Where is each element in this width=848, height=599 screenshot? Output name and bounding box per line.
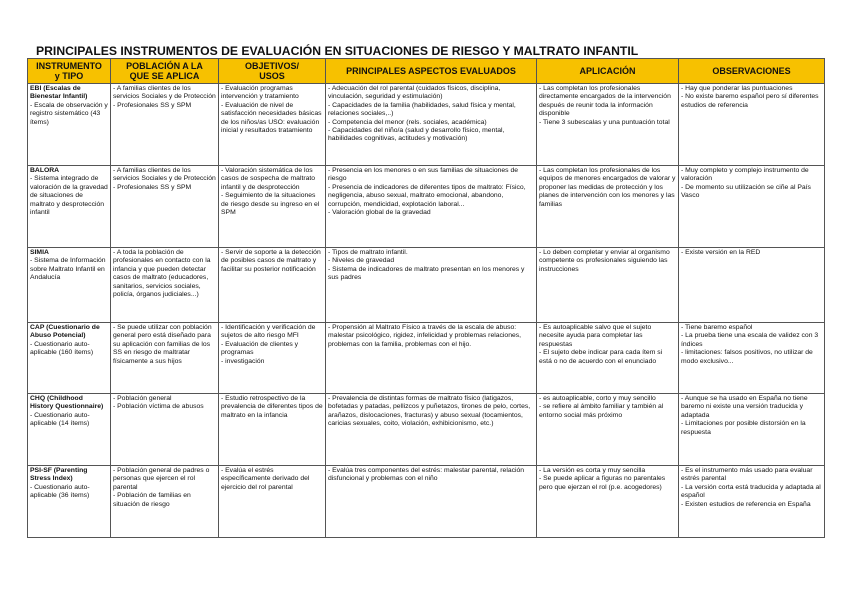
cell-aspectos bbox=[326, 394, 537, 466]
cell-aspectos bbox=[326, 84, 537, 166]
cell-objetivos bbox=[219, 394, 326, 466]
instrument-name: SIMIA bbox=[30, 249, 49, 256]
cell-aplicacion bbox=[537, 323, 679, 394]
aplicacion-text: - Las completan los profesionales directamente encargados de la intervención después de reunir toda la información disponible - Tiene 3 subescalas y una puntuación total bbox=[539, 85, 671, 126]
cell-aplicacion bbox=[537, 466, 679, 538]
objetivos-text: - Valoración sistemática de los casos de sospecha de maltrato infantil y de desprotección - Seguimiento de la situaciones de riesgo desde su ingreso en el SPM bbox=[221, 167, 320, 217]
table-row bbox=[28, 166, 825, 248]
aplicacion-text: - Es autoaplicable salvo que el sujeto necesite ayuda para completar las respuestas - El sujeto debe indicar para cada ítem si está o no de acuerdo con el enunciado bbox=[539, 324, 663, 365]
aspectos-text: - Propensión al Maltrato Físico a través de la escala de abuso: malestar psicológico, rigidez, infelicidad y problemas relaciones, problemas con la familia, problemas con el hijo. bbox=[328, 324, 522, 348]
cell-observaciones bbox=[679, 84, 825, 166]
objetivos-text: - Estudio retrospectivo de la prevalencia de diferentes tipos de maltrato en la infancia bbox=[221, 395, 323, 419]
observaciones-text: - Muy completo y complejo instrumento de valoración - De momento su utilización se ciñe al País Vasco bbox=[681, 167, 811, 200]
poblacion-text: - Se puede utilizar con población general pero está diseñado para su aplicación con familias de los SS en riesgo de maltratar físicamente a sus hijos bbox=[113, 324, 212, 365]
table-header-row bbox=[28, 59, 825, 84]
poblacion-text: - A familias clientes de los servicios Sociales y de Protección - Profesionales SS y SPM bbox=[113, 167, 216, 191]
observaciones-text: - Hay que ponderar las puntuaciones - No existe baremo español pero sí diferentes estudios de referencia bbox=[681, 85, 819, 109]
instrument-name: CAP (Cuestionario de Abuso Potencial) bbox=[30, 324, 100, 340]
observaciones-text: - Tiene baremo español - La prueba tiene una escala de validez con 3 índices - limitaciones: falsos positivos, no utilizar de modo exclusivo... bbox=[681, 324, 819, 365]
cell-poblacion bbox=[111, 394, 219, 466]
observaciones-text: - Es el instrumento más usado para evaluar estrés parental - La versión corta está traducida y adaptada al español - Existen estudios de referencia en España bbox=[681, 467, 821, 508]
objetivos-text: - Servir de soporte a la detección de posibles casos de maltrato y facilitar su posterior notificación bbox=[221, 249, 321, 273]
header-poblacion: POBLACIÓN A LA QUE SE APLICA bbox=[111, 59, 219, 84]
header-instrumento: INSTRUMENTO y TIPO bbox=[28, 59, 111, 84]
cell-instrumento bbox=[28, 323, 111, 394]
header-aplicacion: APLICACIÓN bbox=[537, 59, 679, 84]
instrument-name: CHQ (Childhood History Questionnaire) bbox=[30, 395, 104, 411]
instruments-table bbox=[27, 58, 825, 538]
instrument-type: - Cuestionario auto-aplicable (14 ítems) bbox=[30, 411, 90, 428]
poblacion-text: - A familias clientes de los servicios Sociales y de Protección - Profesionales SS y SPM bbox=[113, 85, 216, 109]
aplicacion-text: - Las completan los profesionales de los equipos de menores encargados de valorar y proponer las medidas de protección y los planes de intervención con los menores y las familias bbox=[539, 167, 676, 208]
cell-aspectos bbox=[326, 166, 537, 248]
cell-aplicacion bbox=[537, 248, 679, 323]
cell-objetivos bbox=[219, 248, 326, 323]
instrument-type: - Cuestionario auto-aplicable (160 ítems) bbox=[30, 340, 94, 357]
aplicacion-text: - La versión es corta y muy sencilla - Se puede aplicar a figuras no parentales pero que ejerzan el rol (p.e. acogedores) bbox=[539, 467, 666, 491]
cell-poblacion bbox=[111, 248, 219, 323]
cell-aspectos bbox=[326, 466, 537, 538]
cell-observaciones bbox=[679, 466, 825, 538]
aspectos-text: - Presencia en los menores o en sus familias de situaciones de riesgo - Presencia de indicadores de diferentes tipos de maltrato: Físico, negligencia, abuso sexual, maltrato emocional, abandono, corrupción, mendicidad, explotación laboral... - Valoración global de la gravedad bbox=[328, 167, 526, 217]
cell-poblacion bbox=[111, 466, 219, 538]
observaciones-text: - Aunque se ha usado en España no tiene baremo ni existe una versión traducida y adaptada - Limitaciones por posible distorsión en la respuesta bbox=[681, 395, 808, 436]
cell-instrumento bbox=[28, 394, 111, 466]
instrument-name: BALORA bbox=[30, 167, 60, 174]
table-row bbox=[28, 84, 825, 166]
instrument-name: EBI (Escalas de Bienestar Infantil) bbox=[30, 85, 88, 101]
observaciones-text: - Existe versión en la RED bbox=[681, 249, 761, 256]
aspectos-text: - Adecuación del rol parental (cuidados físicos, disciplina, vinculación, seguridad y estimulación) - Capacidades de la familia (habilidades, salud física y mental, relaciones sociales,..) - Competencia del menor (rels. sociales, académica) - Capacidades del niño/a (salud y desarrollo físico, mental, habilidades cognitivas, actitudes y motivación) bbox=[328, 85, 516, 143]
cell-observaciones bbox=[679, 166, 825, 248]
cell-aplicacion bbox=[537, 166, 679, 248]
cell-aspectos bbox=[326, 323, 537, 394]
instrument-type: - Sistema de Información sobre Maltrato Infantil en Andalucía bbox=[30, 257, 106, 282]
aspectos-text: - Evalúa tres componentes del estrés: malestar parental, relación disfuncional y problemas con el niño bbox=[328, 467, 525, 483]
poblacion-text: - Población general de padres o personas que ejercen el rol parental - Población de familias en situación de riesgo bbox=[113, 467, 210, 508]
cell-aplicacion bbox=[537, 394, 679, 466]
cell-objetivos bbox=[219, 323, 326, 394]
cell-objetivos bbox=[219, 166, 326, 248]
cell-objetivos bbox=[219, 466, 326, 538]
instrument-type: - Cuestionario auto-aplicable (36 ítems) bbox=[30, 483, 90, 500]
cell-poblacion bbox=[111, 166, 219, 248]
table-row bbox=[28, 466, 825, 538]
aplicacion-text: - es autoaplicable, corto y muy sencillo - se refiere al ámbito familiar y también al entorno social más próximo bbox=[539, 395, 664, 419]
cell-poblacion bbox=[111, 84, 219, 166]
table-row bbox=[28, 248, 825, 323]
cell-observaciones bbox=[679, 394, 825, 466]
aspectos-text: - Prevalencia de distintas formas de maltrato físico (latigazos, bofetadas y patadas, pellizcos y puñetazos, tirones de pelo, cortes, arañazos, dislocaciones, fracturas) y abuso sexual (tocamientos, caricias sexuales, coito, violación, exhibicionismo, etc.) bbox=[328, 395, 531, 428]
poblacion-text: - Población general - Población víctima de abusos bbox=[113, 395, 204, 411]
cell-objetivos bbox=[219, 84, 326, 166]
table-row bbox=[28, 323, 825, 394]
cell-observaciones bbox=[679, 323, 825, 394]
header-observaciones: OBSERVACIONES bbox=[679, 59, 825, 84]
cell-aplicacion bbox=[537, 84, 679, 166]
cell-observaciones bbox=[679, 248, 825, 323]
poblacion-text: - A toda la población de profesionales en contacto con la infancia y que pueden detectar casos de maltrato (educadores, sanitarios, servicios sociales, policía, órganos judiciales...) bbox=[113, 249, 211, 299]
header-aspectos: PRINCIPALES ASPECTOS EVALUADOS bbox=[326, 59, 537, 84]
instrument-name: PSI-SF (Parenting Stress Index) bbox=[30, 467, 88, 483]
aplicacion-text: - Lo deben completar y enviar al organismo competente os profesionales siguiendo las instrucciones bbox=[539, 249, 670, 273]
instrument-type: - Escala de observación y registro sistemático (43 ítems) bbox=[30, 101, 108, 126]
cell-instrumento bbox=[28, 84, 111, 166]
cell-instrumento bbox=[28, 466, 111, 538]
cell-instrumento bbox=[28, 248, 111, 323]
objetivos-text: - Evaluación programas intervención y tratamiento - Evaluación de nivel de satisfacción necesidades básicas de los niños/as USO: evaluación inicial y resultados tratamiento bbox=[221, 85, 322, 135]
page-title: PRINCIPALES INSTRUMENTOS DE EVALUACIÓN EN SITUACIONES DE RIESGO Y MALTRATO INFANTIL bbox=[36, 44, 639, 58]
header-objetivos: OBJETIVOS/ USOS bbox=[219, 59, 326, 84]
cell-instrumento bbox=[28, 166, 111, 248]
cell-aspectos bbox=[326, 248, 537, 323]
table-row bbox=[28, 394, 825, 466]
objetivos-text: - Identificación y verificación de sujetos de alto riesgo MFI - Evaluación de clientes y programas - investigación bbox=[221, 324, 316, 365]
instrument-type: - Sistema integrado de valoración de la gravedad de situaciones de maltrato y desprotección infantil bbox=[30, 175, 108, 217]
aspectos-text: - Tipos de maltrato infantil. - Niveles de gravedad - Sistema de indicadores de maltrato presentan en los menores y sus padres bbox=[328, 249, 525, 282]
cell-poblacion bbox=[111, 323, 219, 394]
objetivos-text: - Evalúa el estrés específicamente derivado del ejercicio del rol parental bbox=[221, 467, 310, 491]
